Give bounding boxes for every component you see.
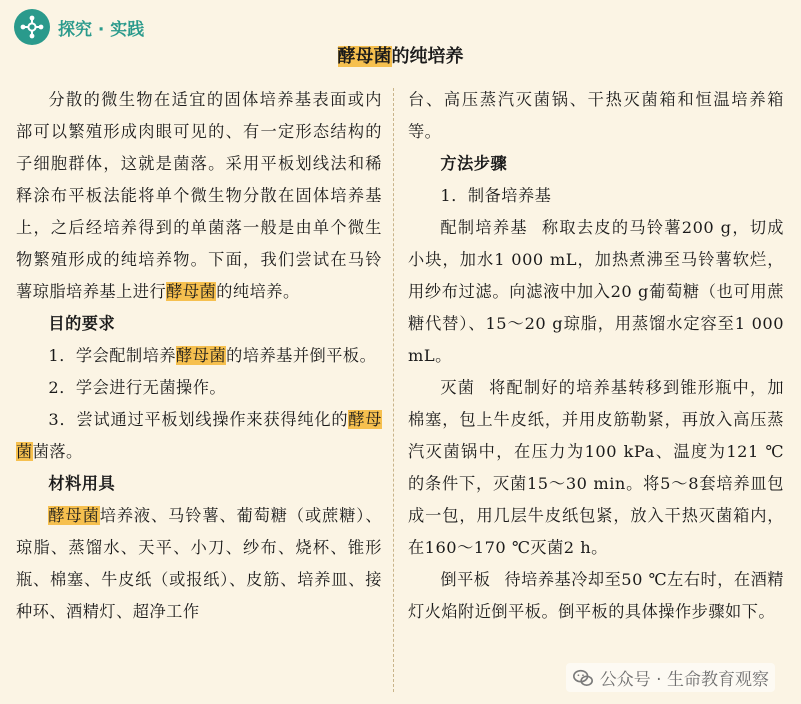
- watermark: [566, 663, 775, 692]
- highlight: 酵母菌: [176, 346, 227, 365]
- page-title: [0, 42, 801, 68]
- intro-text-end: 的纯培养。: [216, 282, 300, 301]
- title-rest: 的纯培养: [391, 46, 464, 67]
- section-title: 探究 · 实践: [58, 19, 145, 40]
- section-header: [14, 9, 144, 45]
- goal-heading: 目的要求: [48, 314, 116, 333]
- materials-paragraph: [16, 500, 382, 628]
- goal-1-text: 1．学会配制培养: [48, 346, 177, 365]
- right-column: [408, 84, 784, 628]
- method-heading: 方法步骤: [440, 154, 508, 173]
- step-1-heading: 1．制备培养基: [440, 186, 552, 205]
- prep-text: 称取去皮的马铃薯200 g，切成小块，加水1 000 mL，加热煮沸至马铃薯软烂，用纱布过滤。向滤液中加入20 g葡萄糖（也可用蔗糖代替）、15～20 g琼脂，用蒸馏水定容至1 000 mL。: [408, 218, 784, 365]
- materials-text: 培养液、马铃薯、葡萄糖（或蔗糖）、琼脂、蒸馏水、天平、小刀、纱布、烧杯、锥形瓶、棉塞、牛皮纸（或报纸）、皮筋、培养皿、接种环、酒精灯、超净工作: [16, 506, 383, 621]
- intro-text: 分散的微生物在适宜的固体培养基表面或内部可以繁殖形成肉眼可见的、有一定形态结构的子细胞群体，这就是菌落。采用平板划线法和稀释涂布平板法能将单个微生物分散在固体培养基上，之后经培养得到的单菌落一般是由单个微生物繁殖形成的纯培养物。下面，我们尝试在马铃薯琼脂培养基上进行: [16, 90, 382, 301]
- pour-label: 倒平板: [440, 570, 491, 589]
- prep-label: 配制培养基: [440, 218, 528, 237]
- goal-item-3: [16, 404, 382, 468]
- sterilize-label: 灭菌: [440, 378, 476, 397]
- highlight: 酵母菌: [16, 410, 382, 461]
- pour-paragraph: [408, 564, 784, 628]
- title-highlight: 酵母菌: [337, 46, 392, 67]
- goal-3-text: 3．尝试通过平板划线操作来获得纯化的: [48, 410, 349, 429]
- pour-text: 待培养基冷却至50 ℃左右时，在酒精灯火焰附近倒平板。倒平板的具体操作步骤如下。: [408, 570, 784, 621]
- highlight: 酵母菌: [166, 282, 217, 301]
- watermark-text: 公众号 · 生命教育观察: [599, 670, 769, 690]
- prep-paragraph: [408, 212, 784, 372]
- sterilize-paragraph: [408, 372, 784, 564]
- column-divider: [393, 88, 394, 692]
- goal-item-2: 2．学会进行无菌操作。: [48, 378, 227, 397]
- intro-paragraph: [16, 84, 382, 308]
- materials-heading: 材料用具: [48, 474, 116, 493]
- network-icon: [14, 9, 50, 45]
- materials-continued: 台、高压蒸汽灭菌锅、干热灭菌箱和恒温培养箱等。: [408, 90, 784, 141]
- highlight: 酵母菌: [48, 506, 100, 525]
- wechat-icon: [572, 667, 594, 689]
- goal-1-text-end: 的培养基并倒平板。: [226, 346, 377, 365]
- goal-3-text-end: 菌落。: [32, 442, 83, 461]
- goal-item-1: [16, 340, 382, 372]
- sterilize-text: 将配制好的培养基转移到锥形瓶中，加棉塞，包上牛皮纸，并用皮筋勒紧，再放入高压蒸汽灭菌锅中，在压力为100 kPa、温度为121 ℃的条件下，灭菌15～30 min。将5～8套培养皿包成一包，用几层牛皮纸包紧，放入干热灭菌箱内，在160～170 ℃灭菌2 h。: [408, 378, 785, 557]
- left-column: [16, 84, 382, 628]
